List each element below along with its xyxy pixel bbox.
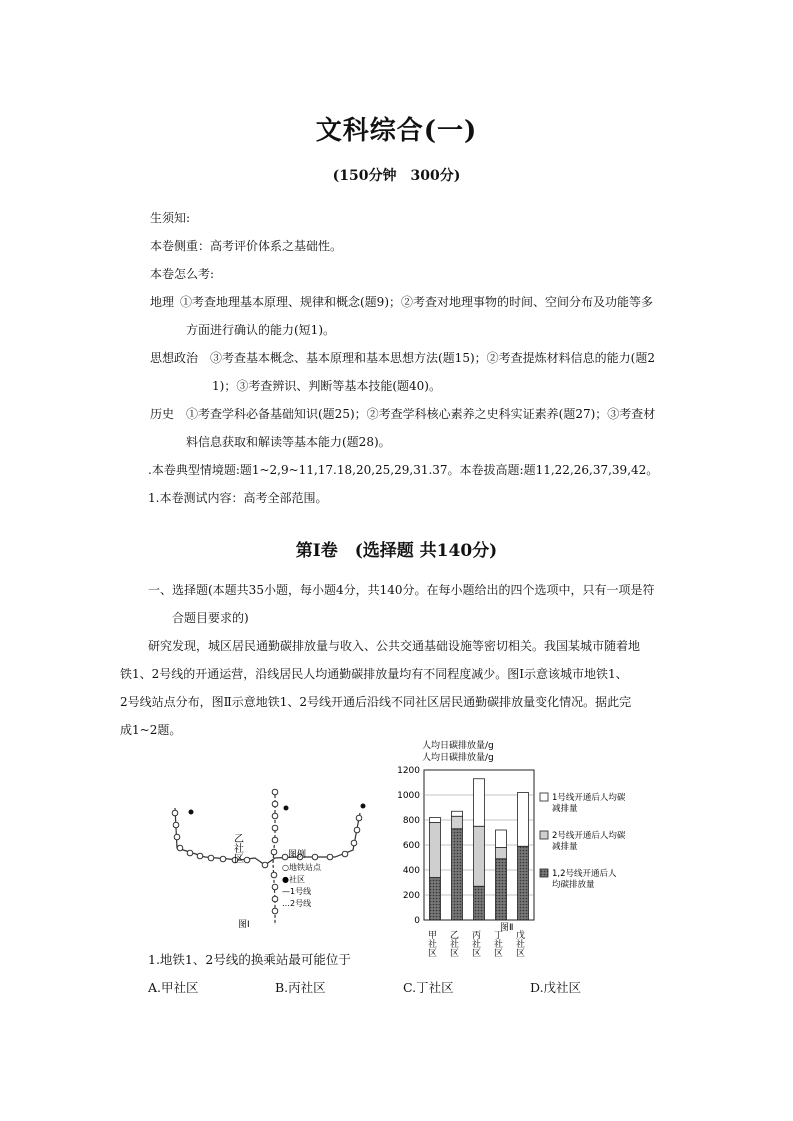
- chart-title-repeat: 人均日碳排放量/g: [422, 753, 494, 763]
- instructions-line-1: 一、选择题(本题共35小题，每小题4分，共140分。在每小题给出的四个选项中，只有一项是符: [148, 583, 655, 597]
- chart-title: 人均日碳排放量/g: [422, 741, 494, 751]
- legend-line-1: —1号线: [282, 887, 312, 896]
- bar-segment: [474, 826, 485, 886]
- legend-label: 2号线开通后人均碳: [552, 831, 626, 841]
- history-label: 历史: [150, 407, 175, 421]
- bar-segment: [474, 779, 485, 827]
- test-scope: 1.本卷测试内容：高考全部范围。: [148, 491, 328, 505]
- figure-1-caption: 图Ⅰ: [238, 920, 250, 930]
- page-title: 文科综合(一): [315, 116, 478, 146]
- y-tick-label: 0: [414, 916, 420, 926]
- option-b[interactable]: B.丙社区: [275, 980, 326, 995]
- history-line-1: ①考查学科必备基础知识(题25)；②考查学科核心素养之史科实证素养(题27)；③考查材: [186, 407, 656, 421]
- x-tick-label: 甲社区: [426, 930, 436, 957]
- y-tick-label: 400: [402, 866, 420, 876]
- legend-label-cont: 均碳排放量: [552, 880, 595, 890]
- passage-line-4: 成1~2题。: [120, 723, 182, 737]
- bar-segment: [518, 793, 529, 847]
- geo-line-1: ①考查地理基本原理、规律和概念(题9)；②考查对地理事物的时间、空间分布及功能等多: [180, 295, 654, 309]
- politics-line-2: 1)；③考查辨识、判断等基本技能(题40)。: [212, 379, 441, 393]
- x-tick-label: 丁社区: [492, 930, 502, 957]
- passage-line-3: 2号线站点分布，图Ⅱ示意地铁1、2号线开通后沿线不同社区居民通勤碳排放量变化情况。据此完: [120, 695, 632, 709]
- y-tick-label: 200: [402, 891, 420, 901]
- bar-segment: [430, 878, 441, 921]
- bar-segment: [496, 859, 507, 920]
- legend-line-2: …2号线: [282, 899, 312, 908]
- legend-station: ○地铁站点: [282, 863, 321, 872]
- geo-label: 地理: [150, 295, 175, 309]
- geo-line-2: 方面进行确认的能力(短1)。: [186, 323, 335, 337]
- legend-community: ●社区: [282, 875, 305, 884]
- chart-legend: [540, 792, 626, 890]
- y-tick-label: 800: [402, 816, 420, 826]
- bar-segment: [452, 811, 463, 816]
- y-tick-label: 1200: [397, 766, 420, 776]
- y-axis-ticks: [397, 766, 420, 926]
- x-tick-label: 乙社区: [448, 930, 458, 957]
- notes-focus: 本卷侧重：高考评价体系之基础性。: [150, 239, 343, 253]
- figure-2-caption: 图Ⅱ: [500, 923, 514, 933]
- bar-segment: [452, 816, 463, 829]
- option-a[interactable]: A.甲社区: [148, 980, 199, 995]
- y-tick-label: 1000: [397, 791, 420, 801]
- bar-segment: [430, 818, 441, 823]
- station-markers: [172, 789, 362, 914]
- legend-label: 1号线开通后人均碳: [552, 793, 626, 803]
- bar-segment: [474, 886, 485, 920]
- politics-label: 思想政治: [150, 351, 199, 365]
- typical-questions: .本卷典型情境题:题1~2,9~11,17.18,20,25,29,31.37。本卷拔高题:题11,22,26,37,39,42。: [148, 463, 659, 477]
- notes-heading: 生须知:: [150, 211, 191, 225]
- legend-label: 1,2号线开通后人: [552, 869, 617, 879]
- passage-line-1: 研究发现，城区居民通勤碳排放量与收入、公共交通基础设施等密切相关。我国某城市随着地: [148, 639, 641, 653]
- question-1-stem: 1.地铁1、2号线的换乘站最可能位于: [148, 952, 351, 967]
- history-line-2: 料信息获取和解读等基本能力(题28)。: [186, 435, 391, 449]
- passage-line-2: 铁1、2号线的开通运营，沿线居民人均通勤碳排放量均有不同程度减少。图Ⅰ示意该城市地铁1、: [120, 667, 628, 681]
- bar-segment: [496, 848, 507, 859]
- map-label-yi: 乙社区: [231, 833, 243, 863]
- legend-swatch: [540, 869, 548, 877]
- legend-swatch: [540, 793, 548, 801]
- legend-label-cont: 减排量: [552, 842, 578, 852]
- politics-line-1: ③考查基本概念、基本原理和基本思想方法(题15)；②考查提炼材料信息的能力(题2: [210, 351, 655, 365]
- legend-title: 图例: [288, 850, 307, 860]
- x-axis-labels: [426, 929, 525, 957]
- bar-segment: [452, 829, 463, 920]
- option-d[interactable]: D.戊社区: [530, 980, 582, 995]
- notes-reference: 本卷怎么考:: [150, 267, 215, 281]
- section-title: 第Ⅰ卷 (选择题 共140分): [295, 541, 498, 561]
- carbon-emission-chart: [390, 738, 670, 957]
- bar-segment: [518, 846, 529, 920]
- x-tick-label: 戊社区: [514, 930, 524, 957]
- bar-series: [430, 779, 529, 920]
- subway-map-figure: [165, 775, 390, 935]
- instructions-line-2: 合题目要求的): [172, 611, 249, 625]
- legend-label-cont: 减排量: [552, 804, 578, 814]
- option-c[interactable]: C.丁社区: [403, 980, 454, 995]
- bar-segment: [430, 823, 441, 878]
- legend-swatch: [540, 831, 548, 839]
- x-tick-label: 丙社区: [470, 930, 480, 957]
- bar-segment: [496, 830, 507, 848]
- exam-duration: (150分钟 300分): [332, 168, 461, 184]
- y-tick-label: 600: [402, 841, 420, 851]
